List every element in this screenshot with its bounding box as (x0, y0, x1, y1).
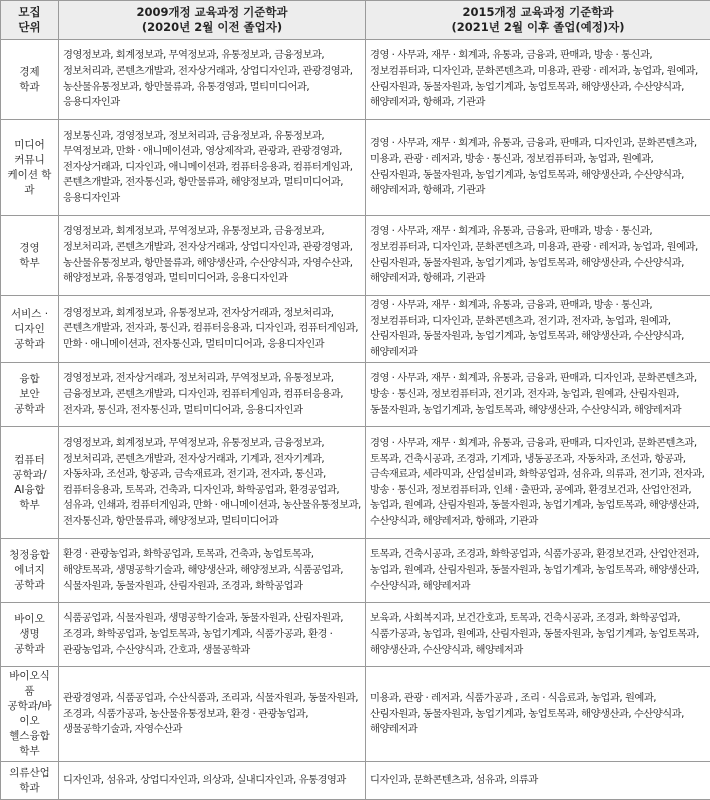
unit-cell: 바이오 생명 공학과 (1, 603, 59, 667)
header-row (1, 1, 710, 40)
unit-cell: 청정융합 에너지 공학과 (1, 539, 59, 603)
header-2015: 2015개정 교육과정 기준학과 (2021년 2월 이후 졸업(예정)자) (366, 1, 710, 40)
cell-2009: 정보통신과, 경영정보과, 정보처리과, 금융정보과, 유통정보과, 무역정보과, 만화 · 애니메이션과, 영상제작과, 관광과, 관광경영과, 전자상거래과, 디자인과, 애니메이션과, 컴퓨터응용과, 컴퓨터게임과, 콘텐츠개발과, 전자통신과, 항만물류과, 해양정보과, 멀티미디어과, 응용디자인과 (59, 120, 366, 216)
cell-2009: 환경 · 관광농업과, 화학공업과, 토목과, 건축과, 농업토목과, 해양토목과, 생명공학기술과, 해양생산과, 해양정보과, 식품공업과, 식물자원과, 동물자원과, 산림자원과, 조경과, 화학공업과 (59, 539, 366, 603)
cell-2009: 식품공업과, 식물자원과, 생명공학기술과, 동물자원과, 산림자원과, 조경과, 화학공업과, 농업토목과, 농업기계과, 식품가공과, 환경 · 관광농업과, 수산양식과, 간호과, 생물공학과 (59, 603, 366, 667)
table-row (1, 539, 710, 603)
unit-cell: 융합 보안 공학과 (1, 363, 59, 427)
table-row (1, 427, 710, 539)
cell-2015: 경영 · 사무과, 재무 · 회계과, 유통과, 금융과, 판매과, 디자인과, 문화콘텐츠과, 토목과, 건축시공과, 조경과, 기계과, 냉동공조과, 자동차과, 조선과, 항공과, 금속재료과, 세라믹과, 산업설비과, 화학공업과, 섬유과, 의류과, 전기과, 전자과, 방송 · 통신과, 정보컴퓨터과, 인쇄 · 출판과, 공예과, 환경보건과, 산업안전과, 농업과, 원예과, 산림자원과, 동물자원과, 농업기계과, 농업토목과, 해양생산과, 수산양식과, 해양레저과, 항해과, 기관과 (366, 427, 710, 539)
unit-cell: 경영 학부 (1, 216, 59, 296)
cell-2015: 경영 · 사무과, 재무 · 회계과, 유통과, 금융과, 판매과, 디자인과, 문화콘텐츠과, 방송 · 통신과, 정보컴퓨터과, 전기과, 전자과, 농업과, 원예과, 산림자원과, 동물자원과, 농업기계과, 농업토목과, 해양생산과, 수산양식과, 해양레저과 (366, 363, 710, 427)
unit-cell: 미디어 커뮤니 케이션 학과 (1, 120, 59, 216)
cell-2015: 미용과, 관광 · 레저과, 식품가공과 , 조리 · 식음료과, 농업과, 원예과, 산림자원과, 동물자원과, 농업기계과, 농업토목과, 해양생산과, 수산양식과, 해양레저과 (366, 667, 710, 762)
cell-2015: 디자인과, 문화콘텐츠과, 섬유과, 의류과 (366, 762, 710, 800)
unit-cell: 바이오식품 공학과/바이오 헬스융합 학부 (1, 667, 59, 762)
cell-2015: 보육과, 사회복지과, 보건간호과, 토목과, 건축시공과, 조경과, 화학공업과, 식품가공과, 농업과, 원예과, 산림자원과, 동물자원과, 농업기계과, 농업토목과, 해양생산과, 수산양식과, 해양레저과 (366, 603, 710, 667)
cell-2015: 경영 · 사무과, 재무 · 회계과, 유통과, 금융과, 판매과, 방송 · 통신과, 정보컴퓨터과, 디자인과, 문화콘텐츠과, 전기과, 전자과, 농업과, 원예과, 산림자원과, 동물자원과, 농업기계과, 농업토목과, 해양생산과, 수산양식과, 해양레저과 (366, 296, 710, 363)
table-row (1, 40, 710, 120)
table-row (1, 363, 710, 427)
header-unit: 모집 단위 (1, 1, 59, 40)
cell-2015: 경영 · 사무과, 재무 · 회계과, 유통과, 금융과, 판매과, 디자인과, 문화콘텐츠과, 미용과, 관광 · 레저과, 방송 · 통신과, 정보컴퓨터과, 농업과, 원예과, 산림자원과, 동물자원과, 농업기계과, 농업토목과, 해양생산과, 수산양식과, 해양레저과, 항해과, 기관과 (366, 120, 710, 216)
table-row (1, 603, 710, 667)
table-row (1, 296, 710, 363)
cell-2009: 경영정보과, 회계정보과, 무역정보과, 유통정보과, 금융정보과, 정보처리과, 콘텐츠개발과, 전자상거래과, 상업디자인과, 관광경영과, 농산물유통정보과, 항만물류과, 해양생산과, 수산양식과, 자영수산과, 해양정보과, 유통경영과, 멀티미디어과, 응용디자인과 (59, 216, 366, 296)
cell-2009: 경영정보과, 전자상거래과, 정보처리과, 무역정보과, 유통정보과, 금융정보과, 콘텐츠개발과, 디자인과, 컴퓨터게임과, 컴퓨터응용과, 전자과, 통신과, 전자통신과, 멀티미디어과, 응용디자인과 (59, 363, 366, 427)
unit-cell: 의류산업 학과 (1, 762, 59, 800)
cell-2009: 경영정보과, 회계정보과, 무역정보과, 유통정보과, 금융정보과, 정보처리과, 콘텐츠개발과, 전자상거래과, 기계과, 전자기계과, 자동차과, 조선과, 항공과, 금속재료과, 전기과, 전자과, 통신과, 컴퓨터응용과, 토목과, 건축과, 디자인과, 화학공업과, 환경공업과, 섬유과, 인쇄과, 컴퓨터게임과, 만화 · 애니메이션과, 농산물유통정보과, 전자통신과, 항만물류과, 해양정보과, 멀티미디어과 (59, 427, 366, 539)
table-row (1, 667, 710, 762)
cell-2015: 경영 · 사무과, 재무 · 회계과, 유통과, 금융과, 판매과, 방송 · 통신과, 정보컴퓨터과, 디자인과, 문화콘텐츠과, 미용과, 관광 · 레저과, 농업과, 원예과, 산림자원과, 동물자원과, 농업기계과, 농업토목과, 해양생산과, 수산양식과, 해양레저과, 항해과, 기관과 (366, 216, 710, 296)
cell-2009: 디자인과, 섬유과, 상업디자인과, 의상과, 실내디자인과, 유통경영과 (59, 762, 366, 800)
cell-2009: 경영정보과, 회계정보과, 유통정보과, 전자상거래과, 정보처리과, 콘텐츠개발과, 전자과, 통신과, 컴퓨터응용과, 디자인과, 컴퓨터게임과, 만화 · 애니메이션과, 전자통신과, 멀티미디어과, 응용디자인과 (59, 296, 366, 363)
unit-cell: 서비스 · 디자인 공학과 (1, 296, 59, 363)
cell-2009: 관광경영과, 식품공업과, 수산식품과, 조리과, 식물자원과, 동물자원과, 조경과, 식품가공과, 농산물유통정보과, 환경 · 관광농업과, 생물공학기술과, 자영수산과 (59, 667, 366, 762)
table-row (1, 762, 710, 800)
header-2009: 2009개정 교육과정 기준학과 (2020년 2월 이전 졸업자) (59, 1, 366, 40)
cell-2015: 토목과, 건축시공과, 조경과, 화학공업과, 식품가공과, 환경보건과, 산업안전과, 농업과, 원예과, 산림자원과, 동물자원과, 농업기계과, 농업토목과, 해양생산과, 수산양식과, 해양레저과 (366, 539, 710, 603)
table-row (1, 120, 710, 216)
unit-cell: 경제 학과 (1, 40, 59, 120)
unit-cell: 컴퓨터 공학과/ AI융합 학부 (1, 427, 59, 539)
cell-2009: 경영정보과, 회계정보과, 무역정보과, 유통정보과, 금융정보과, 정보처리과, 콘텐츠개발과, 전자상거래과, 상업디자인과, 관광경영과, 농산물유통정보과, 항만물류과, 유통경영과, 멀티미디어과, 응용디자인과 (59, 40, 366, 120)
table-row (1, 216, 710, 296)
cell-2015: 경영 · 사무과, 재무 · 회계과, 유통과, 금융과, 판매과, 방송 · 통신과, 정보컴퓨터과, 디자인과, 문화콘텐츠과, 미용과, 관광 · 레저과, 농업과, 원예과, 산림자원과, 동물자원과, 농업기계과, 농업토목과, 해양생산과, 수산양식과, 해양레저과, 항해과, 기관과 (366, 40, 710, 120)
